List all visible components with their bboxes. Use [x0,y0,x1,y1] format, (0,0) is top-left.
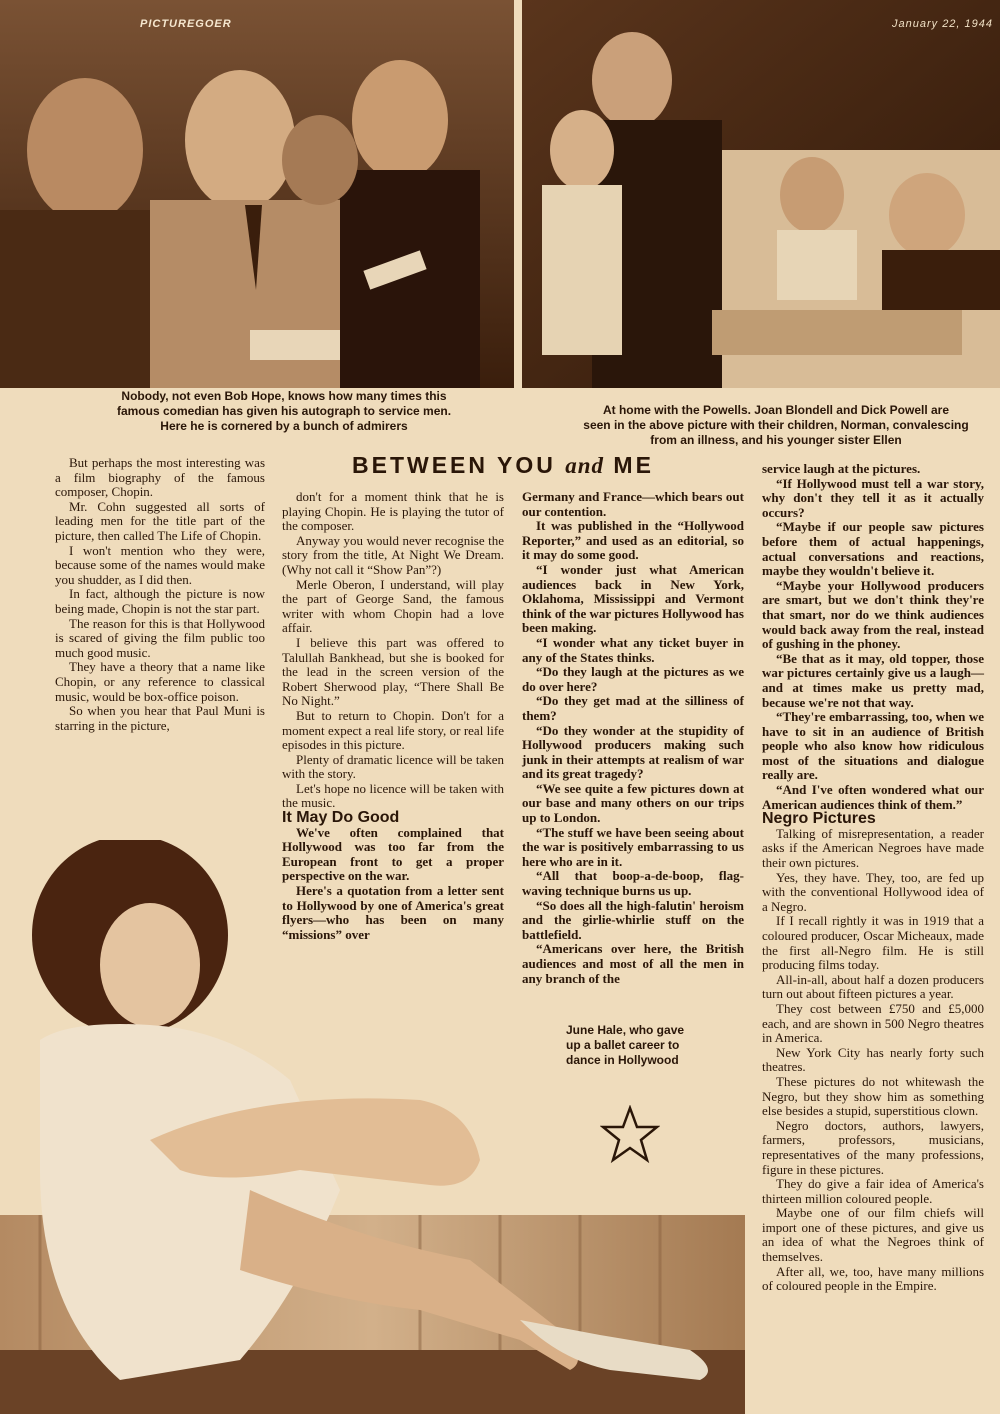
paragraph: Here's a quotation from a letter sent to Hollywood by one of America's great flyers—who has been on many “missions” over [282,883,504,942]
paragraph: don't for a moment think that he is playing Chopin. He is playing the tutor of the composer. [282,489,504,534]
paragraph: New York City has nearly forty such theatres. [762,1044,984,1075]
paragraph: Talking of misrepresentation, a reader asks if the American Negroes have made their own pictures. [762,825,984,871]
paragraph: “I wonder what any ticket buyer in any of the States thinks. [522,634,744,665]
paragraph: “The stuff we have been seeing about the war is positively embarrassing to us here who are in it. [522,824,744,869]
paragraph: Germany and France—which bears out our contention. [522,489,744,519]
paragraph: They cost between £750 and £5,000 each, and are shown in 500 Negro theatres in America. [762,1000,984,1046]
paragraph: “Americans over here, the British audiences and most of all the men in any branch of the [522,941,744,986]
paragraph: We've often complained that Hollywood was too far from the European front to get a proper perspective on the war. [282,824,504,884]
powells-photo [522,0,1000,388]
paragraph: I believe this part was offered to Talullah Bankhead, but she is booked for the lead in the screen version of the Robert Sherwood play, “There Shall Be No Night.” [282,634,504,709]
paragraph: “And I've often wondered what our American audiences think of them.” [762,782,984,812]
paragraph: The reason for this is that Hollywood is scared of giving the film public too much good music. [55,615,265,660]
paragraph: “I wonder just what American audiences back in New York, Oklahoma, Mississippi and Vermont think of the war pictures Hollywood has been making. [522,561,744,636]
paragraph: Negro doctors, authors, lawyers, farmers, professors, musicians, representatives of the many professions, figure in these pictures. [762,1117,984,1177]
paragraph: Plenty of dramatic licence will be taken with the story. [282,751,504,782]
paragraph: It was published in the “Hollywood Reporter,” and used as an editorial, so it may do some good. [522,518,744,563]
bob-hope-photo [0,0,514,388]
paragraph: All-in-all, about half a dozen producers turn out about fifteen pictures a year. [762,971,984,1002]
paragraph: So when you hear that Paul Muni is starring in the picture, [55,703,265,733]
paragraph: These pictures do not whitewash the Negro, but they show him as something else besides a stupid, superstitious clown. [762,1073,984,1119]
caption-bob-hope: Nobody, not even Bob Hope, knows how many times this famous comedian has given his autograph to service men. Here he is cornered by a bunch of admirers [116,389,452,433]
subheading-it-may-do-good: It May Do Good [282,809,400,827]
paragraph: “All that boop-a-de-boop, flag-waving technique burns us up. [522,868,744,899]
paragraph: They do give a fair idea of America's thirteen million coloured people. [762,1176,984,1206]
paragraph: service laugh at the pictures. [762,461,921,476]
subheading-negro-pictures: Negro Pictures [762,810,876,828]
paragraph: But to return to Chopin. Don't for a moment expect a real life story, or real life episodes in this picture. [282,707,504,753]
article-column-4 [762,462,984,1294]
paragraph: “If Hollywood must tell a war story, why don't they tell it as it actually occurs? [762,475,984,520]
paragraph: Maybe one of our film chiefs will import one of these pictures, and give us an idea of what the Negroes think of themselves. [762,1205,984,1265]
magazine-name: PICTUREGOER [140,18,232,30]
paragraph: If I recall rightly it was in 1919 that a coloured producer, Oscar Micheaux, made the first all-Negro film. He is still producing films today. [762,913,984,973]
issue-date: January 22, 1944 [892,18,994,30]
paragraph: They have a theory that a name like Chopin, or any reference to classical music, would be box-office poison. [55,659,265,704]
paragraph: Let's hope no licence will be taken with the music. [282,780,504,811]
caption-june-hale: June Hale, who gave up a ballet career to dance in Hollywood [566,1023,685,1067]
star-icon [600,1105,660,1165]
paragraph: In fact, although the picture is now being made, Chopin is not the star part. [55,586,265,616]
article-headline: BETWEEN YOU and ME [352,452,654,478]
paragraph: I won't mention who they were, because some of the names would make you shudder, as I did then. [55,542,265,587]
paragraph: “Do they laugh at the pictures as we do over here? [522,664,744,694]
caption-powells: At home with the Powells. Joan Blondell and Dick Powell are seen in the above picture with their children, Norman, convalescing from an illness, and his younger sister Ellen [583,403,969,447]
paragraph: “They're embarrassing, too, when we have to sit in an audience of British people who also know how ridiculous most of the situations and dialogue really are. [762,709,984,783]
paragraph: “Maybe if our people saw pictures before them of actual happenings, actual conversations and reactions, maybe they wouldn't believe it. [762,519,984,579]
paragraph: Anyway you would never recognise the story from the title, At Night We Dream. (Why not call it “Show Pan”?) [282,532,504,577]
paragraph: “Do they wonder at the stupidity of Hollywood producers making such junk in their attempts at realism of war and its great tragedy? [522,722,744,782]
paragraph: “Be that as it may, old topper, those war pictures certainly give us a laugh—and at times make us pretty mad, because we're not that way. [762,650,984,710]
paragraph: “Do they get mad at the silliness of them? [522,693,744,723]
paragraph: “So does all the high-falutin' heroism and the girlie-whirlie stuff on the battlefield. [522,897,744,942]
paragraph: But perhaps the most interesting was a film biography of the famous composer, Chopin. [55,455,265,500]
article-column-1 [55,456,265,733]
paragraph: “Maybe your Hollywood producers are smart, but we don't think they're that smart, nor do we think audiences would back away from the real, instead of gushing in the phoney. [762,577,984,652]
paragraph: Merle Oberon, I understand, will play the part of George Sand, the famous writer with whom Chopin had a love affair. [282,576,504,636]
paragraph: Mr. Cohn suggested all sorts of leading men for the title part of the picture, then called The Life of Chopin. [55,498,265,543]
paragraph: After all, we, too, have many millions of coloured people in the Empire. [762,1263,984,1294]
paragraph: “We see quite a few pictures down at our base and many others on our trips up to London. [522,780,744,826]
paragraph: Yes, they have. They, too, are fed up with the conventional Hollywood idea of a Negro. [762,869,984,914]
